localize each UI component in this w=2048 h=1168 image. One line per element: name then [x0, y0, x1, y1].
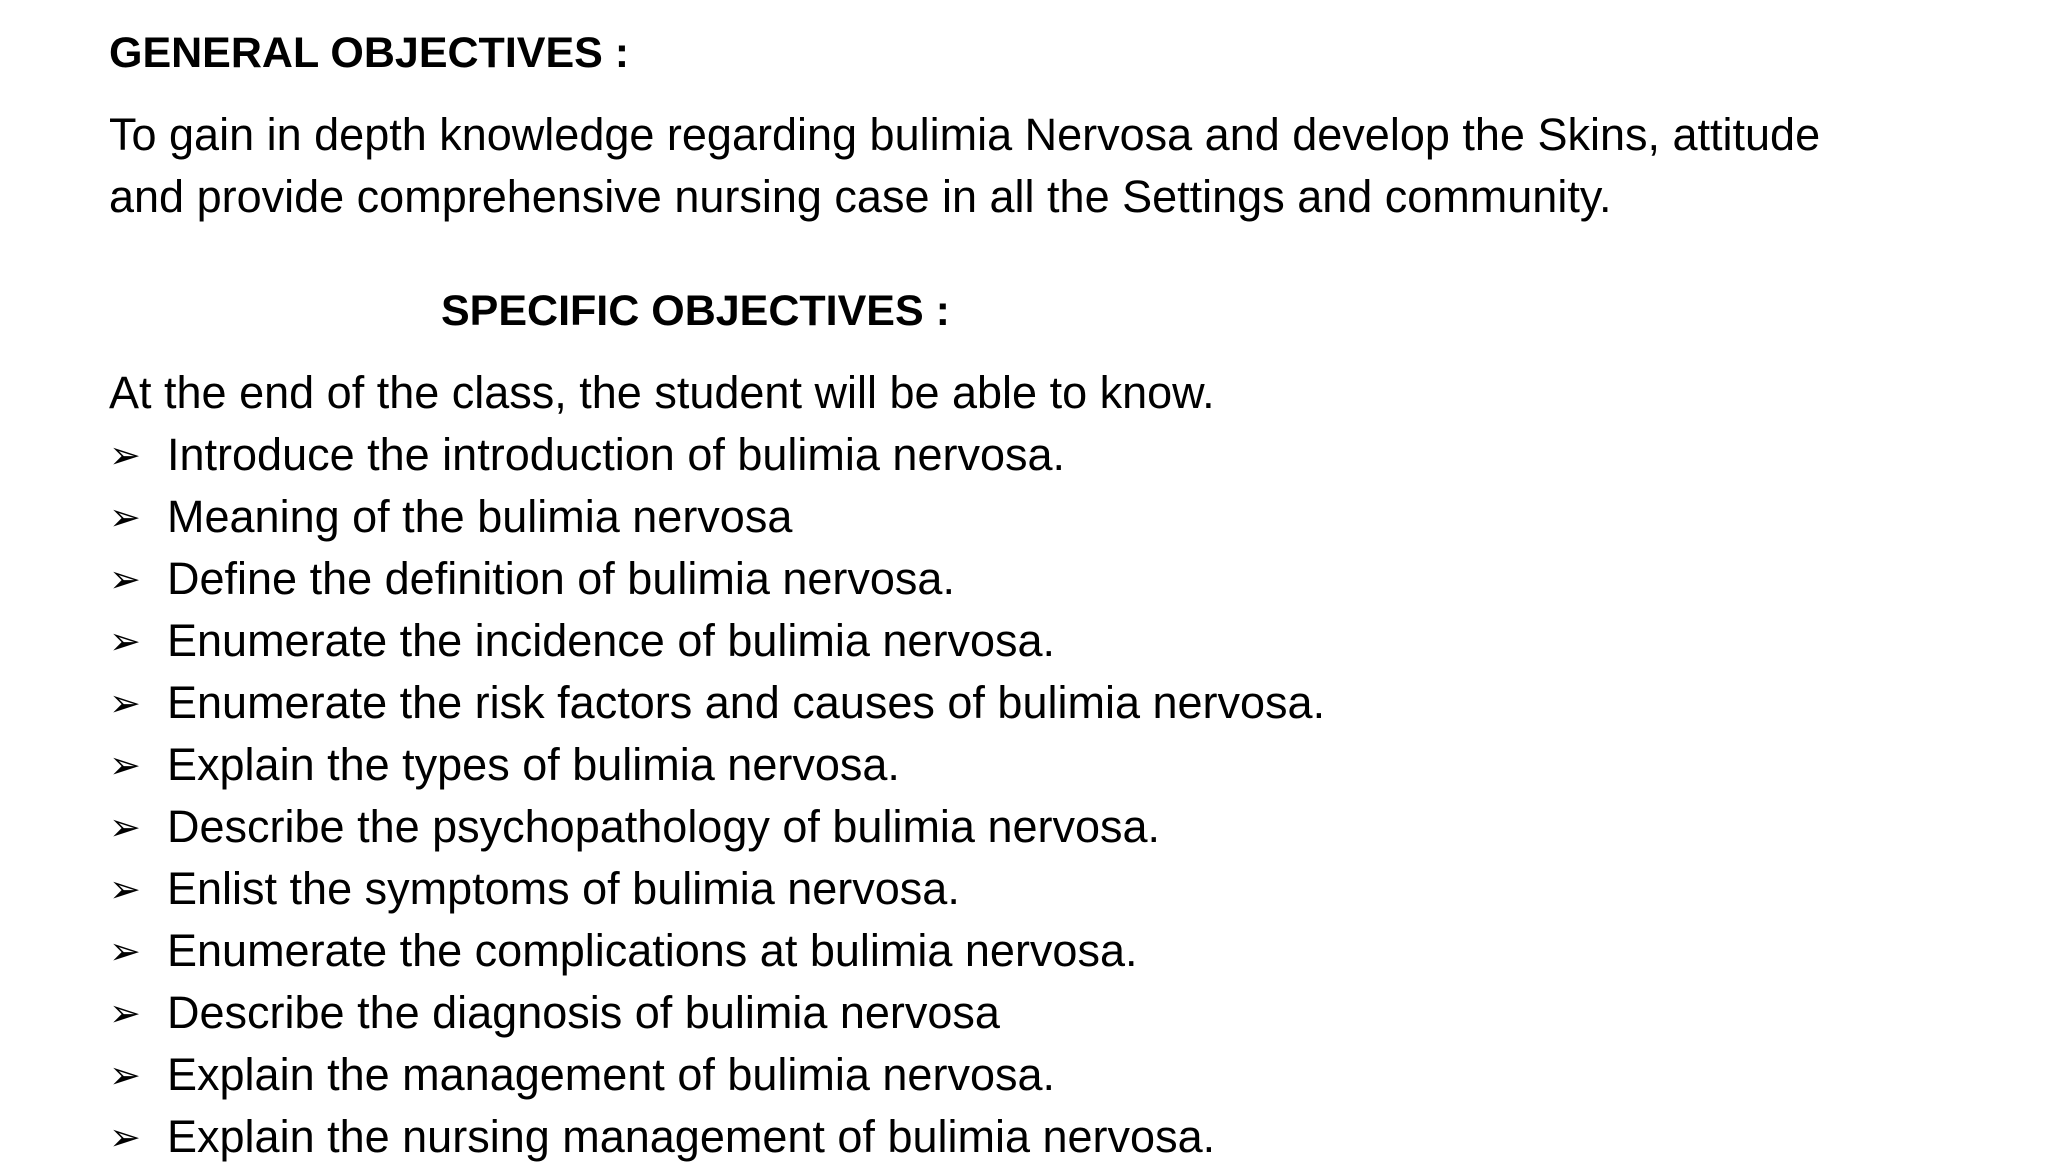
- objective-text: Enumerate the risk factors and causes of bulimia nervosa.: [167, 677, 1326, 728]
- specific-objectives-intro: At the end of the class, the student will be able to know.: [109, 367, 1215, 418]
- arrowhead-bullet-icon: ➢: [109, 1115, 141, 1159]
- objective-item: [109, 734, 1325, 796]
- objective-item: [109, 982, 1325, 1044]
- objective-text: Introduce the introduction of bulimia nervosa.: [167, 429, 1066, 480]
- objective-item: [109, 920, 1325, 982]
- arrowhead-bullet-icon: ➢: [109, 495, 141, 539]
- objective-text: Explain the nursing management of bulimia nervosa.: [167, 1111, 1216, 1162]
- objective-text: Describe the diagnosis of bulimia nervosa: [167, 987, 1000, 1038]
- arrowhead-bullet-icon: ➢: [109, 929, 141, 973]
- objective-text: Define the definition of bulimia nervosa.: [167, 553, 955, 604]
- objective-item: [109, 1044, 1325, 1106]
- objectives-list: [109, 424, 1325, 1168]
- arrowhead-bullet-icon: ➢: [109, 1053, 141, 1097]
- arrowhead-bullet-icon: ➢: [109, 681, 141, 725]
- objective-item: [109, 486, 1325, 548]
- objective-item: [109, 858, 1325, 920]
- objective-item: [109, 1106, 1325, 1168]
- objective-text: Describe the psychopathology of bulimia nervosa.: [167, 801, 1161, 852]
- objective-text: Explain the types of bulimia nervosa.: [167, 739, 900, 790]
- objective-text: Enumerate the incidence of bulimia nervosa.: [167, 615, 1056, 666]
- arrowhead-bullet-icon: ➢: [109, 619, 141, 663]
- objective-item: [109, 424, 1325, 486]
- general-objectives-text: [109, 104, 1969, 228]
- general-objectives-line: and provide comprehensive nursing case in all the Settings and community.: [109, 171, 1612, 222]
- objective-item: [109, 672, 1325, 734]
- general-objectives-line: To gain in depth knowledge regarding bulimia Nervosa and develop the Skins, attitude: [109, 109, 1821, 160]
- objective-item: [109, 610, 1325, 672]
- objective-text: Enumerate the complications at bulimia nervosa.: [167, 925, 1138, 976]
- objective-text: Meaning of the bulimia nervosa: [167, 491, 793, 542]
- general-objectives-heading: GENERAL OBJECTIVES :: [109, 29, 630, 77]
- arrowhead-bullet-icon: ➢: [109, 991, 141, 1035]
- objective-text: Enlist the symptoms of bulimia nervosa.: [167, 863, 960, 914]
- arrowhead-bullet-icon: ➢: [109, 867, 141, 911]
- arrowhead-bullet-icon: ➢: [109, 805, 141, 849]
- arrowhead-bullet-icon: ➢: [109, 557, 141, 601]
- objective-item: [109, 548, 1325, 610]
- arrowhead-bullet-icon: ➢: [109, 433, 141, 477]
- specific-objectives-heading: SPECIFIC OBJECTIVES :: [441, 287, 950, 335]
- arrowhead-bullet-icon: ➢: [109, 743, 141, 787]
- objective-item: [109, 796, 1325, 858]
- objective-text: Explain the management of bulimia nervosa.: [167, 1049, 1056, 1100]
